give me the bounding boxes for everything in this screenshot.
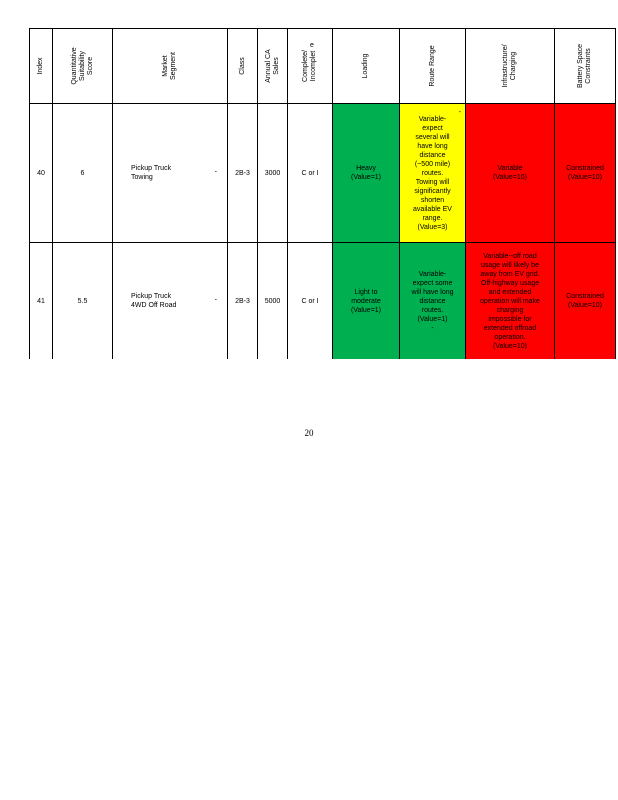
- cell-infra: [466, 243, 555, 360]
- cell-battery: [555, 243, 616, 360]
- cell-index: 40: [30, 104, 53, 243]
- loading-text: Light to moderate (Value=1): [350, 288, 382, 314]
- suitability-table: [29, 28, 616, 359]
- route-text: Variable- expect some will have long distance routes. (Value=1): [411, 270, 454, 323]
- route-dash: -: [431, 324, 434, 332]
- route-dash: -: [458, 109, 461, 116]
- header-segment: Market Segment: [113, 29, 228, 104]
- cell-complete: C or I: [288, 243, 333, 360]
- battery-text: Constrained (Value=10): [566, 165, 604, 181]
- header-class: Class: [228, 29, 258, 104]
- battery-text: Constrained (Value=10): [566, 293, 604, 309]
- header-complete: e Complete/ Incomplet: [288, 29, 333, 104]
- header-index: Index: [30, 29, 53, 104]
- cell-score: 6: [53, 104, 113, 243]
- cell-route: [400, 243, 466, 360]
- cell-route: [400, 104, 466, 243]
- cell-class: 2B-3: [228, 104, 258, 243]
- cell-segment: [113, 243, 228, 360]
- cell-loading: [333, 243, 400, 360]
- segment-dash: -: [214, 168, 217, 176]
- cell-sales: 5000: [258, 243, 288, 360]
- segment-dash: -: [214, 296, 217, 304]
- cell-infra: [466, 104, 555, 243]
- header-battery: Battery Space Constraints: [555, 29, 616, 104]
- segment-text: Pickup Truck Towing: [131, 165, 172, 181]
- table-row: [30, 104, 616, 243]
- loading-text: Heavy (Value=1): [350, 165, 382, 181]
- route-text: Variable- expect several will have long distance (~500 mile) routes. Towing will significantly shorten available EV range. (Value=3): [413, 115, 452, 231]
- header-row: [30, 29, 616, 104]
- segment-text: Pickup Truck 4WD Off Road: [131, 293, 177, 309]
- cell-segment: [113, 104, 228, 243]
- header-route: Route Range: [400, 29, 466, 104]
- header-sales: Annual CA Sales: [258, 29, 288, 104]
- table-row: [30, 243, 616, 360]
- cell-class: 2B-3: [228, 243, 258, 360]
- cell-battery: [555, 104, 616, 243]
- cell-sales: 3000: [258, 104, 288, 243]
- infra-text: Variable (Value=10): [493, 165, 527, 181]
- cell-loading: [333, 104, 400, 243]
- header-loading: Loading: [333, 29, 400, 104]
- infra-text: Variable--off road usage will likely be away from EV grid. Off-highway usage and extended operation will make charging impossible for extended offroad operation. (Value=10): [480, 252, 540, 350]
- header-score: Quantitative Suitability Score: [53, 29, 113, 104]
- header-infra: Infrastructure/ Charging: [466, 29, 555, 104]
- cell-score: 5.5: [53, 243, 113, 360]
- cell-complete: C or I: [288, 104, 333, 243]
- page-number: 20: [304, 428, 314, 438]
- cell-index: 41: [30, 243, 53, 360]
